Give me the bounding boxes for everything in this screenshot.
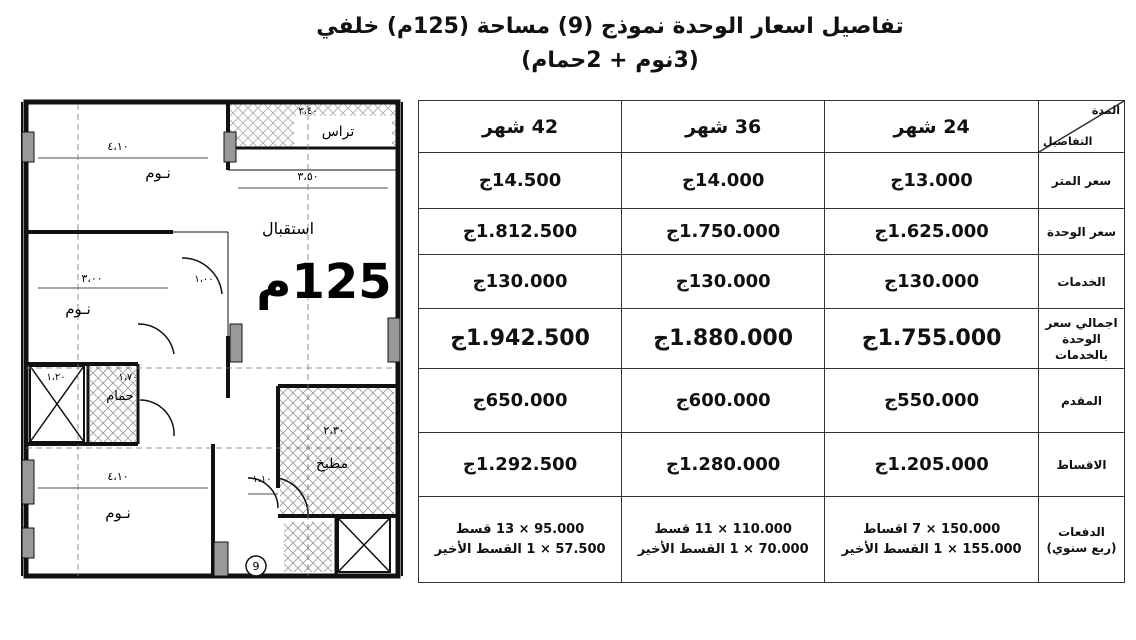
dim-label-8: ١،٢٠	[46, 372, 66, 383]
room-label-bedroom-1: نـوم	[145, 164, 171, 182]
payment-plan-42	[419, 497, 622, 583]
table-cell: 650.000ج	[419, 369, 622, 433]
corner-label-details: التفاصيل	[1043, 135, 1093, 148]
payment-line: 155.000 × 1 القسط الأخير	[841, 541, 1022, 557]
table-cell: 1.280.000ج	[622, 433, 825, 497]
payments-sublabel: (ربع سنوي)	[1046, 540, 1117, 555]
room-label-bedroom-3: نـوم	[105, 504, 131, 522]
row-label: الخدمات	[1039, 255, 1125, 309]
dim-label-4: ١،٧٠	[118, 372, 138, 383]
table-cell: 1.755.000ج	[825, 309, 1039, 369]
payment-line: 57.500 × 1 القسط الأخير	[434, 541, 606, 557]
room-label-bathroom: حمام	[106, 389, 134, 404]
row-label: الاقساط	[1039, 433, 1125, 497]
table-row-price-per-meter	[419, 153, 1125, 209]
payments-label: الدفعات	[1058, 524, 1105, 539]
kitchen-hatch	[280, 388, 394, 514]
table-corner-cell	[1039, 101, 1125, 153]
payment-line: 150.000 × 7 اقساط	[862, 521, 1001, 537]
row-label: سعر المتر	[1039, 153, 1125, 209]
table-row-payments	[419, 497, 1125, 583]
dim-label-6: ١،١٠	[252, 474, 272, 485]
dim-label-7: ٤،١٠	[107, 470, 129, 483]
table-row-installments	[419, 433, 1125, 497]
table-header-row	[419, 101, 1125, 153]
page-title	[300, 10, 920, 78]
table-row-total	[419, 309, 1125, 369]
payment-plan-24	[825, 497, 1039, 583]
row-label: اجمالي سعر الوحدة بالخدمات	[1039, 309, 1125, 369]
table-cell: 1.942.500ج	[419, 309, 622, 369]
dim-label-2: ٣،٥٠	[297, 170, 319, 183]
dim-label-9: ١،٠٠	[194, 274, 214, 285]
table-row-services	[419, 255, 1125, 309]
table-cell: 1.750.000ج	[622, 209, 825, 255]
dim-label-5: ٢،٣٠	[323, 424, 345, 437]
table-cell: 550.000ج	[825, 369, 1039, 433]
table-cell: 130.000ج	[825, 255, 1039, 309]
table-cell: 1.292.500ج	[419, 433, 622, 497]
dim-label-3: ٣،٠٠	[81, 272, 103, 285]
room-label-reception: استقبال	[261, 219, 315, 238]
table-row-unit-price	[419, 209, 1125, 255]
column-header-24-months: 24 شهر	[825, 101, 1039, 153]
table-row-down-payment	[419, 369, 1125, 433]
table-cell: 1.880.000ج	[622, 309, 825, 369]
row-label-payments	[1039, 497, 1125, 583]
table-cell: 1.625.000ج	[825, 209, 1039, 255]
title-line-1: تفاصيل اسعار الوحدة نموذج (9) مساحة (125م) خلفي	[316, 14, 904, 39]
table-cell: 1.205.000ج	[825, 433, 1039, 497]
payment-line: 95.000 × 13 قسط	[455, 521, 585, 537]
table-cell: 14.000ج	[622, 153, 825, 209]
payment-line: 110.000 × 11 قسط	[654, 521, 792, 537]
floor-plan	[8, 98, 410, 580]
table-cell: 14.500ج	[419, 153, 622, 209]
column-header-36-months: 36 شهر	[622, 101, 825, 153]
table-cell: 1.812.500ج	[419, 209, 622, 255]
table-cell: 130.000ج	[419, 255, 622, 309]
column-header-42-months: 42 شهر	[419, 101, 622, 153]
room-label-bedroom-2: نـوم	[65, 300, 91, 318]
dim-label-10: ٣،٤٠	[298, 106, 318, 117]
dim-label-1: ٤،١٠	[107, 140, 129, 153]
table-cell: 13.000ج	[825, 153, 1039, 209]
room-label-terrace: تراس	[321, 124, 355, 140]
room-label-kitchen: مطبخ	[315, 456, 349, 472]
corner-label-duration: المدة	[1091, 104, 1120, 117]
unit-number-label: 9	[252, 560, 260, 573]
row-label: المقدم	[1039, 369, 1125, 433]
row-label: سعر الوحدة	[1039, 209, 1125, 255]
title-line-2: (3نوم + 2حمام)	[521, 48, 699, 73]
payment-plan-36	[622, 497, 825, 583]
price-table	[418, 100, 1125, 583]
payment-line: 70.000 × 1 القسط الأخير	[637, 541, 809, 557]
table-cell: 130.000ج	[622, 255, 825, 309]
table-cell: 600.000ج	[622, 369, 825, 433]
unit-area-label: 125م	[256, 254, 392, 310]
